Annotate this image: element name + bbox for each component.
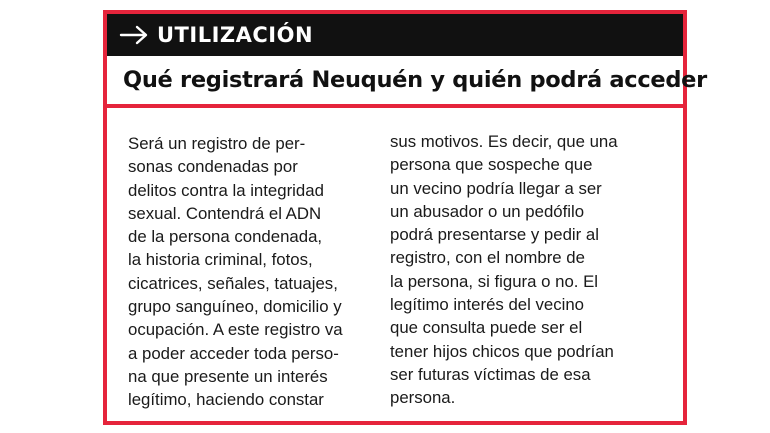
body-line: podrá presentarse y pedir al <box>390 225 599 245</box>
section-header-bar <box>107 14 683 56</box>
body-line: na que presente un interés <box>128 366 328 386</box>
body-line: legítimo interés del vecino <box>390 295 585 315</box>
body-line: grupo sanguíneo, domicilio y <box>128 297 342 317</box>
body-line: persona. <box>390 388 456 408</box>
body-line: sus motivos. Es decir, que una <box>390 132 618 151</box>
body-line: ocupación. A este registro va <box>128 320 343 340</box>
body-line: la persona, si figura o no. El <box>390 271 599 291</box>
body-line: persona que sospeche que <box>390 155 593 175</box>
body-line: un vecino podría llegar a ser <box>390 178 602 198</box>
body-line: Será un registro de per- <box>128 134 306 153</box>
body-line: legítimo, haciendo constar <box>128 390 324 410</box>
body-line: registro, con el nombre de <box>390 248 585 268</box>
body-line: tener hijos chicos que podrían <box>390 341 614 361</box>
body-line: a poder acceder toda perso- <box>128 343 339 363</box>
body-line: un abusador o un pedófilo <box>390 201 585 221</box>
body-line: cicatrices, señales, tatuajes, <box>128 273 338 293</box>
body-column-right <box>390 130 640 410</box>
headline: Qué registrará Neuquén y quién podrá acceder <box>107 56 683 108</box>
body-line: que consulta puede ser el <box>390 318 583 338</box>
body-line: la historia criminal, fotos, <box>128 250 313 270</box>
body-line: de la persona condenada, <box>128 227 323 247</box>
info-box <box>103 10 707 425</box>
section-kicker: UTILIZACIÓN <box>157 23 314 47</box>
body-line: ser futuras víctimas de esa <box>390 364 591 384</box>
body-column-left <box>128 132 368 412</box>
arrow-right-icon <box>119 25 149 45</box>
body-line: sonas condenadas por <box>128 157 298 177</box>
body-line: sexual. Contendrá el ADN <box>128 203 322 223</box>
body-line: delitos contra la integridad <box>128 180 324 200</box>
